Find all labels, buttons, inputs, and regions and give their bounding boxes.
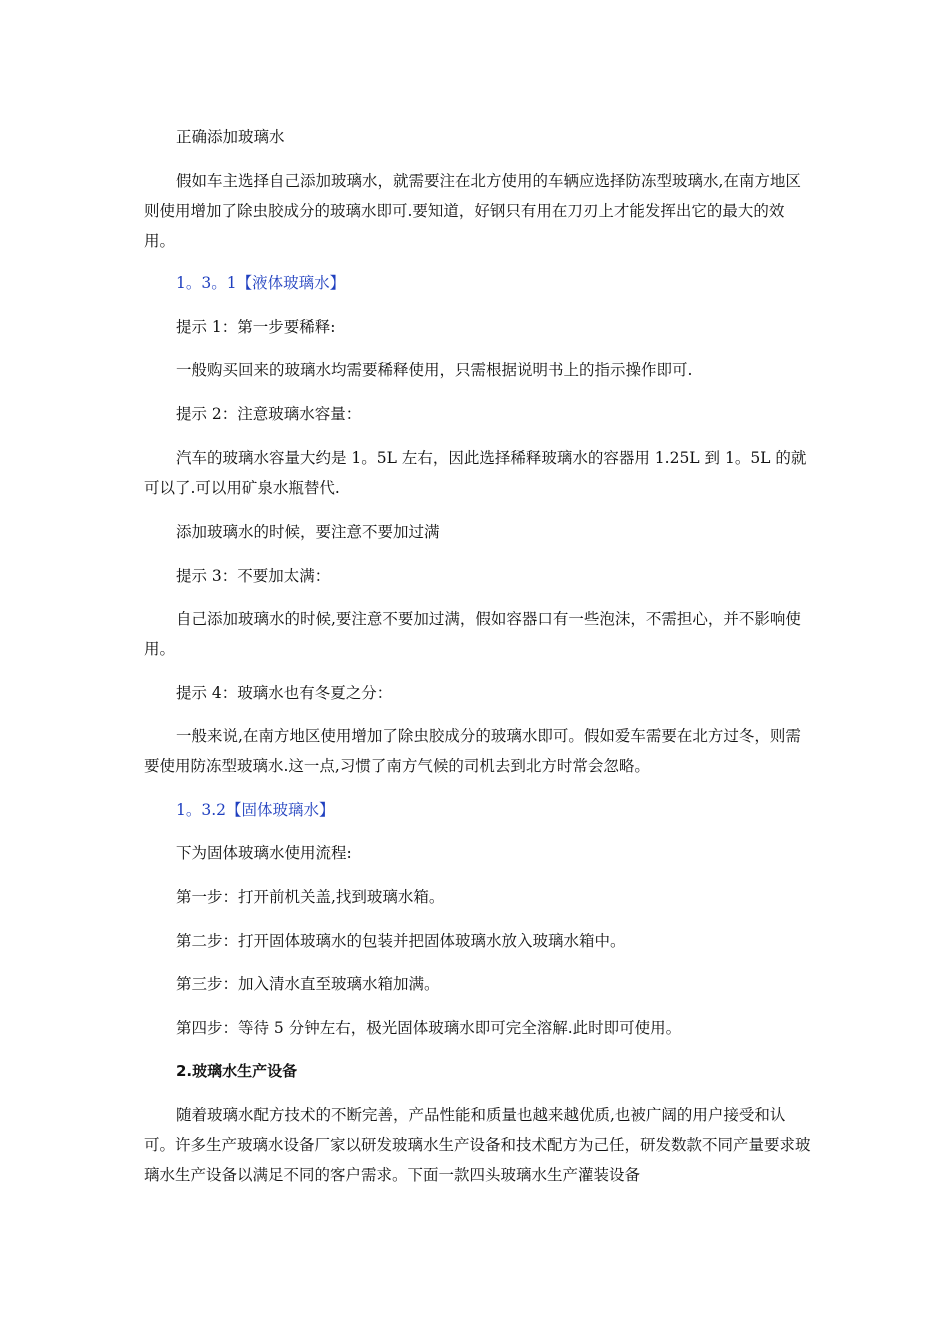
section-title: 正确添加玻璃水 (176, 128, 285, 146)
paragraph: 自己添加玻璃水的时候,要注意不要加过满，假如容器口有一些泡沫，不需担心，并不影响使用。 (144, 610, 801, 658)
tip-heading: 提示 1：第一步要稀释: (176, 318, 336, 336)
step-item: 第四步：等待 5 分钟左右，极光固体玻璃水即可完全溶解.此时即可使用。 (176, 1019, 682, 1037)
paragraph: 假如车主选择自己添加玻璃水，就需要注在北方使用的车辆应选择防冻型玻璃水,在南方地区则使用增加了除虫胶成分的玻璃水即可.要知道，好钢只有用在刀刃上才能发挥出它的最大的效用。 (144, 172, 801, 250)
step-item: 第三步：加入清水直至玻璃水箱加满。 (176, 975, 440, 993)
paragraph: 汽车的玻璃水容量大约是 1。5L 左右，因此选择稀释玻璃水的容器用 1.25L 到 1。5L 的就可以了.可以用矿泉水瓶替代. (144, 449, 807, 497)
paragraph: 添加玻璃水的时候，要注意不要加过满 (176, 523, 440, 541)
paragraph: 一般来说,在南方地区使用增加了除虫胶成分的玻璃水即可。假如爱车需要在北方过冬，则需要使用防冻型玻璃水.这一点,习惯了南方气候的司机去到北方时常会忽略。 (144, 727, 801, 775)
step-item: 第一步：打开前机关盖,找到玻璃水箱。 (176, 888, 445, 906)
tip-heading: 提示 3：不要加太满： (176, 567, 331, 585)
tip-heading: 提示 2：注意玻璃水容量： (176, 405, 362, 423)
paragraph: 随着玻璃水配方技术的不断完善，产品性能和质量也越来越优质,也被广阔的用户接受和认可。许多生产玻璃水设备厂家以研发玻璃水生产设备和技术配方为己任，研发数款不同产量要求玻璃水生产设备以满足不同的客户需求。下面一款四头玻璃水生产灌装设备 (144, 1106, 811, 1184)
paragraph: 下为固体玻璃水使用流程: (176, 844, 352, 862)
subsection-heading: 1。3。1【液体玻璃水】 (176, 274, 346, 292)
step-item: 第二步：打开固体玻璃水的包装并把固体玻璃水放入玻璃水箱中。 (176, 932, 626, 950)
section-heading: 2.玻璃水生产设备 (176, 1062, 298, 1080)
tip-heading: 提示 4：玻璃水也有冬夏之分： (176, 684, 393, 702)
subsection-heading: 1。3.2【固体玻璃水】 (176, 801, 335, 819)
paragraph: 一般购买回来的玻璃水均需要稀释使用，只需根据说明书上的指示操作即可. (176, 361, 693, 379)
